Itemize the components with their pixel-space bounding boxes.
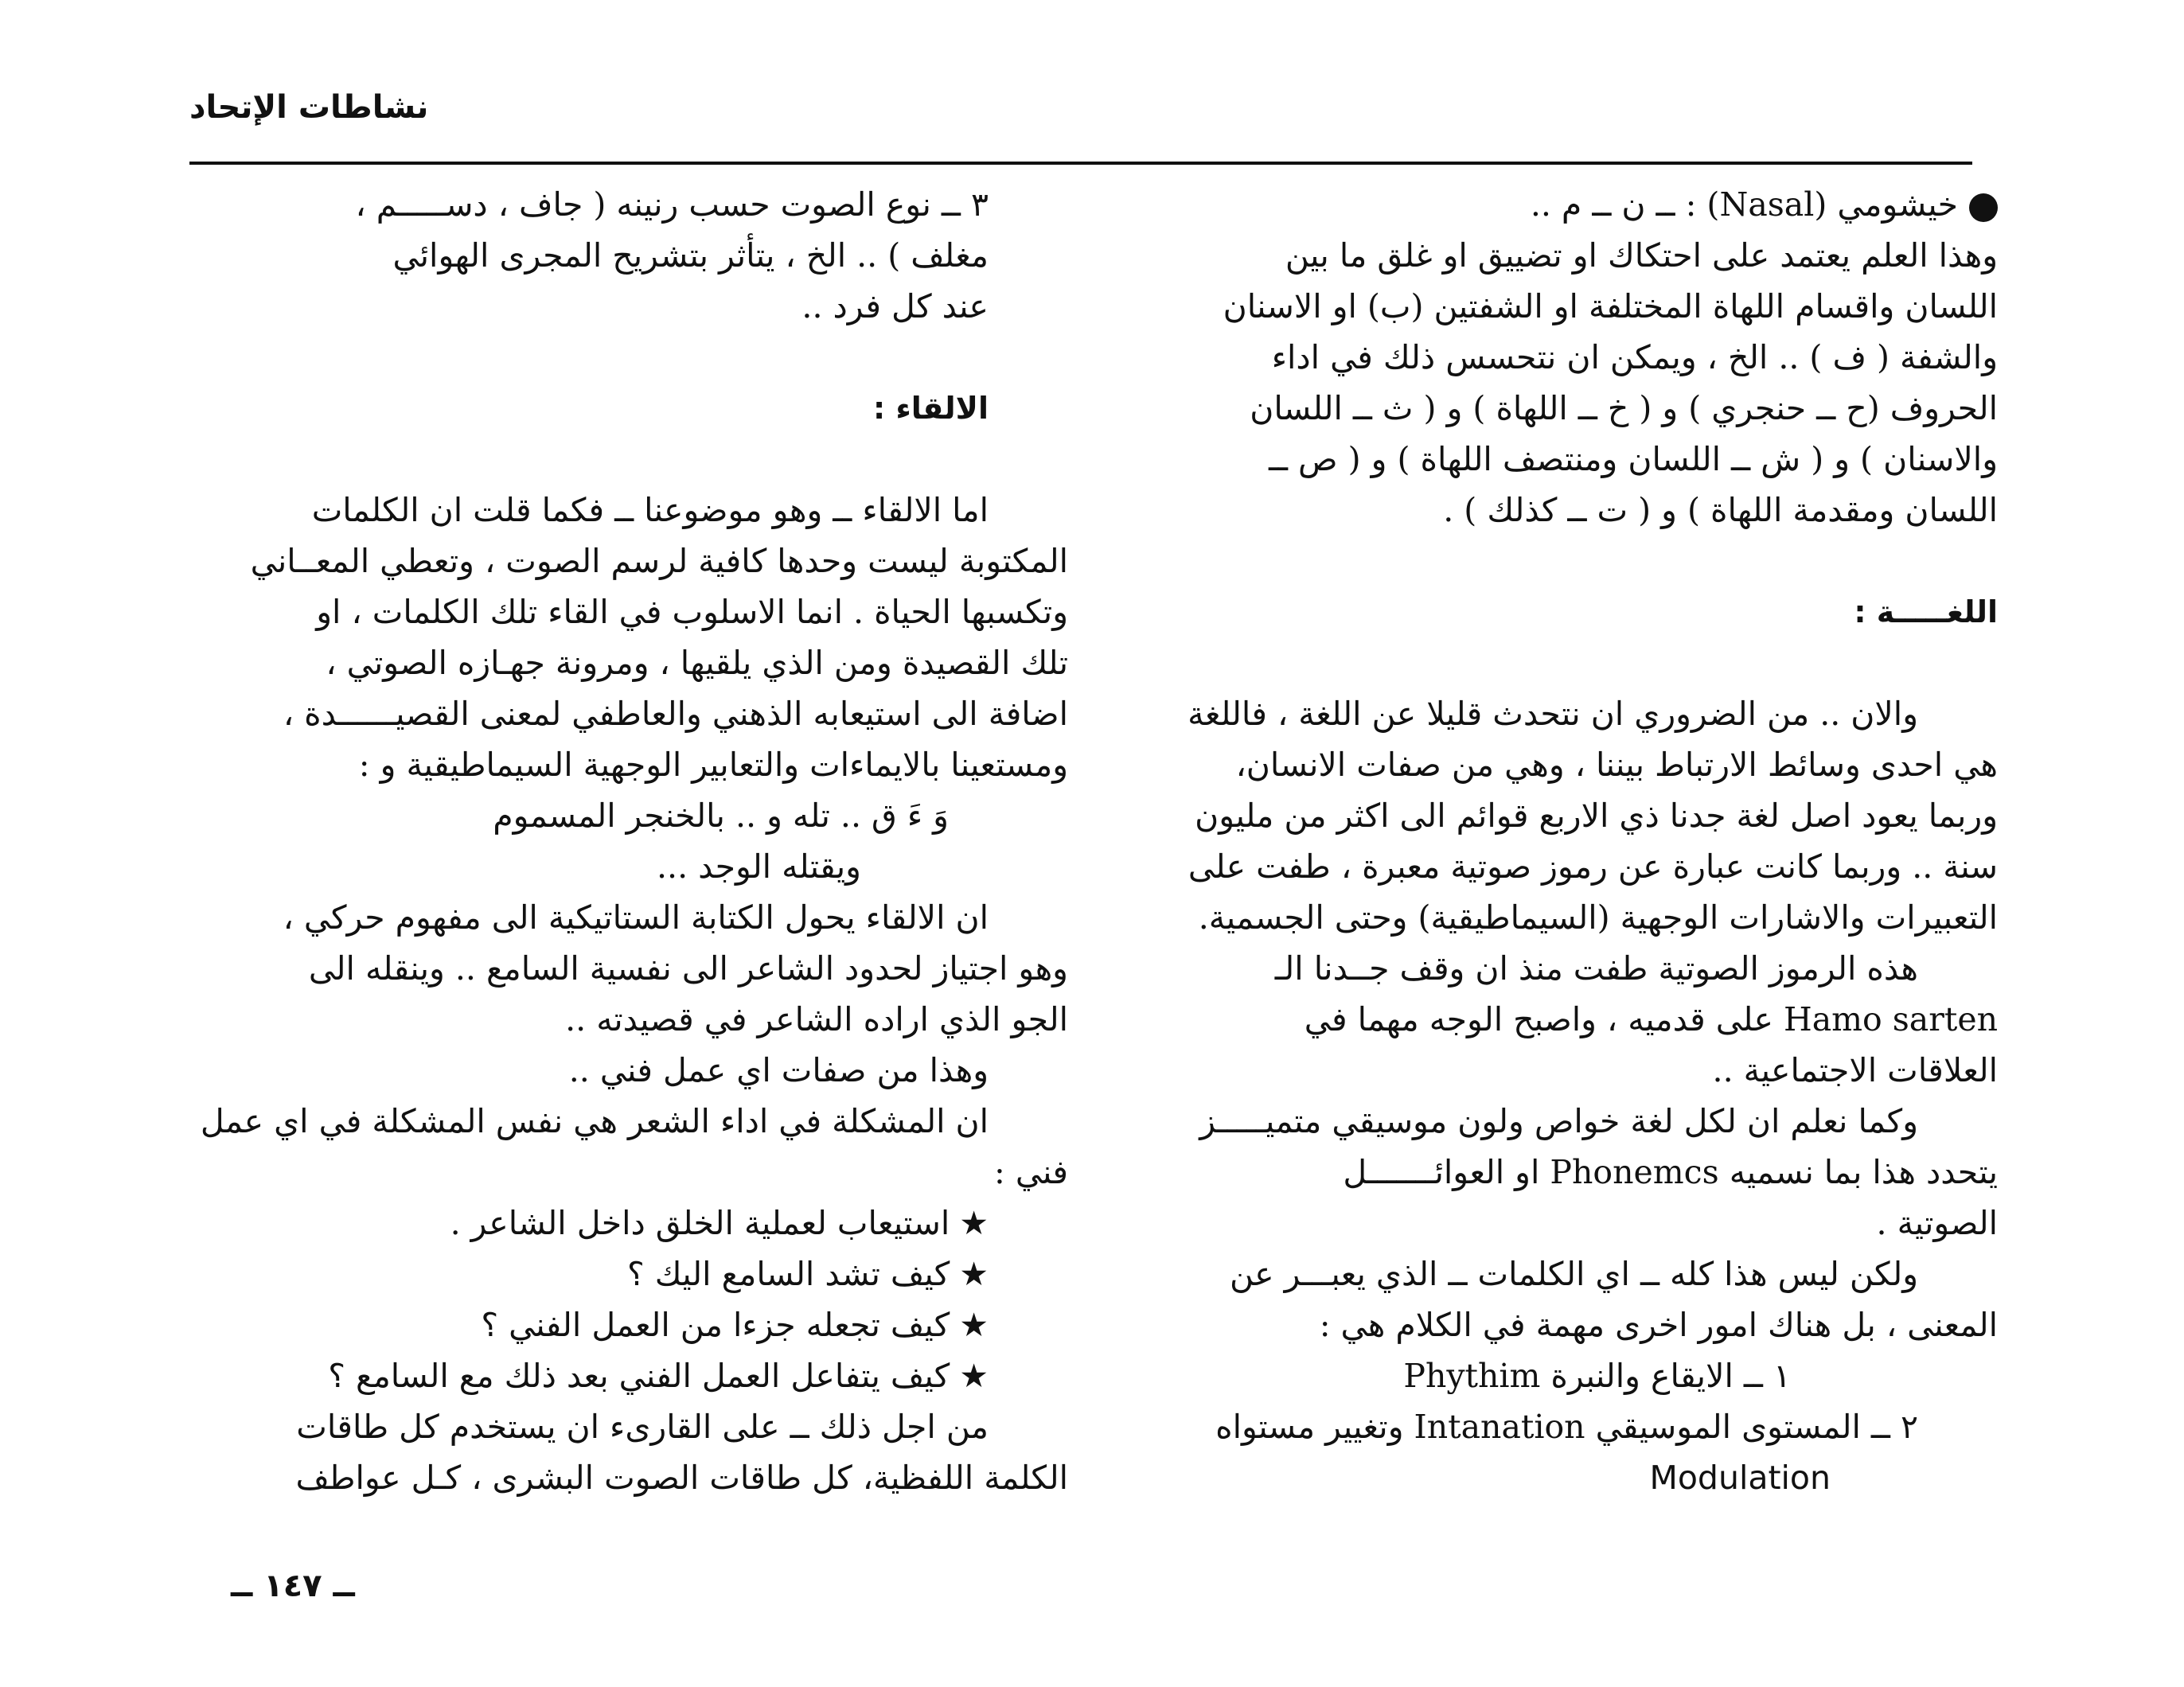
paragraph-line: خيشومي (Nasal) : ــ ن ــ م .. [1530,185,1958,224]
paragraph-line: المعنى ، بل هناك امور اخرى مهمة في الكلام هي : [1319,1306,1998,1344]
paragraph-line: تلك القصيدة ومن الذي يلقيها ، ومرونة جهـازه الصوتي ، [326,644,1068,682]
paragraph-line: التعبيرات والاشارات الوجهية (السيماطيقية) وحتى الجسمية. [1198,898,1998,937]
right-column [1130,179,1998,1503]
paragraph-line: ومستعينا بالايماءات والتعابير الوجهية السيماطيقية و : [358,746,1068,784]
header-rule [189,162,1972,165]
paragraph-line: Hamo sarten على قدميه ، واصبح الوجه مهما في [1304,1000,1998,1038]
modulation-term: Modulation [1649,1459,1831,1497]
paragraph-line: وتكسبها الحياة . انما الاسلوب في القاء تلك الكلمات ، او [316,593,1068,631]
star-bullet-icon: ★ [959,1306,989,1344]
paragraph-line: فني : [994,1153,1068,1191]
star-bullet-icon: ★ [959,1357,989,1395]
paragraph-line: الحروف (ح ــ حنجري ) و ( خ ــ اللهاة ) و ( ث ــ اللسان [1250,389,1998,427]
list-item: ١ ــ الايقاع والنبرة Phythim [1403,1357,1791,1395]
paragraph-line: سنة .. وربما كانت عبارة عن رموز صوتية معبرة ، طفت على [1188,847,1998,886]
paragraph-line: وهذا العلم يعتمد على احتكاك او تضييق او غلق ما بين [1285,236,1998,275]
paragraph-line: ان المشكلة في اداء الشعر هي نفس المشكلة في اي عمل [200,1102,989,1140]
paragraph-line: والاسنان ) و ( ش ــ اللسان ومنتصف اللهاة ) و ( ص ــ [1268,440,1998,478]
page-header-title: نشاطات الإتحاد [189,89,429,126]
bullet-item [185,1350,1068,1401]
verse-line: وَ ءَ ق .. تله و .. بالخنجر المسموم [493,797,949,835]
paragraph-line: الصوتية . [1876,1204,1998,1242]
paragraph-line: والشفة ( ف ) .. الخ ، ويمكن ان نتحسس ذلك في اداء [1271,338,1998,376]
bullet-text: كيف تشد السامع اليك ؟ [626,1255,950,1293]
bullet-text: كيف يتفاعل العمل الفني بعد ذلك مع السامع ؟ [328,1357,950,1395]
paragraph-line: هي احدى وسائط الارتباط بيننا ، وهي من صفات الانسان، [1235,746,1998,784]
paragraph-line: والان .. من الضروري ان نتحدث قليلا عن اللغة ، فاللغة [1188,695,1918,733]
page-number: ــ ١٤٧ ــ [231,1568,355,1604]
paragraph-line: وهذا من صفات اي عمل فني .. [568,1051,989,1089]
paragraph-line: ان الالقاء يحول الكتابة الستاتيكية الى مفهوم حركي ، [283,898,989,937]
bullet-text: استيعاب لعملية الخلق داخل الشاعر . [450,1204,950,1242]
paragraph-line: ٣ ــ نوع الصوت حسب رنينه ( جاف ، دســـــم ، [355,185,989,224]
bullet-item [185,1198,1068,1249]
paragraph-line: مغلف ) .. الخ ، يتأثر بتشريح المجرى الهوائي [392,236,989,275]
nasal-line [1130,179,1998,230]
paragraph-line: اما الالقاء ــ وهو موضوعنا ــ فكما قلت ان الكلمات [311,491,989,529]
bullet-dot-icon [1969,193,1998,222]
paragraph-line: ولكن ليس هذا كله ــ اي الكلمات ــ الذي يعبـــر عن [1229,1255,1918,1293]
paragraph-line: اضافة الى استيعابه الذهني والعاطفي لمعنى القصيــــــدة ، [283,695,1068,733]
section-heading-delivery: الالقاء : [872,391,989,426]
paragraph-line: الجو الذي اراده الشاعر في قصيدته .. [565,1000,1068,1038]
bullet-text: كيف تجعله جزءا من العمل الفني ؟ [481,1306,950,1344]
paragraph-line: هذه الرموز الصوتية طفت منذ ان وقف جــدنا الـ [1274,949,1918,988]
paragraph-line: من اجل ذلك ــ على القارىء ان يستخدم كل طاقات [296,1408,989,1446]
paragraph-line: المكتوبة ليست وحدها كافية لرسم الصوت ، وتعطي المعــاني [250,542,1068,580]
star-bullet-icon: ★ [959,1255,989,1293]
list-item: ٢ ــ المستوى الموسيقي Intanation وتغيير مستواه [1215,1408,1918,1446]
paragraph-line: اللسان ومقدمة اللهاة ) و ( ت ــ كذلك ) . [1443,491,1998,529]
verse-line: ويقتله الوجد ... [657,847,861,886]
paragraph-line: عند كل فرد .. [801,287,989,325]
section-heading-language: اللغـــــة : [1854,594,1998,629]
paragraph-line: الكلمة اللفظية، كل طاقات الصوت البشرى ، كـل عواطف [295,1459,1068,1497]
paragraph-line: وكما نعلم ان لكل لغة خواص ولون موسيقي متميـــــز [1199,1102,1918,1140]
paragraph-line: اللسان واقسام اللهاة المختلفة او الشفتين (ب) او الاسنان [1223,287,1998,325]
bullet-item [185,1299,1068,1350]
paragraph-line: وربما يعود اصل لغة جدنا ذي الاربع قوائم الى اكثر من مليون [1195,797,1998,835]
bullet-item [185,1249,1068,1299]
star-bullet-icon: ★ [959,1204,989,1242]
list-item-continuation [1130,1452,1998,1503]
paragraph-line: يتحدد هذا بما نسميه Phonemcs او العوائـــــــل [1343,1153,1998,1191]
paragraph-line: العلاقات الاجتماعية .. [1712,1051,1998,1089]
left-column [185,179,1068,1503]
paragraph-line: وهو اجتياز لحدود الشاعر الى نفسية السامع .. وينقله الى [308,949,1068,988]
